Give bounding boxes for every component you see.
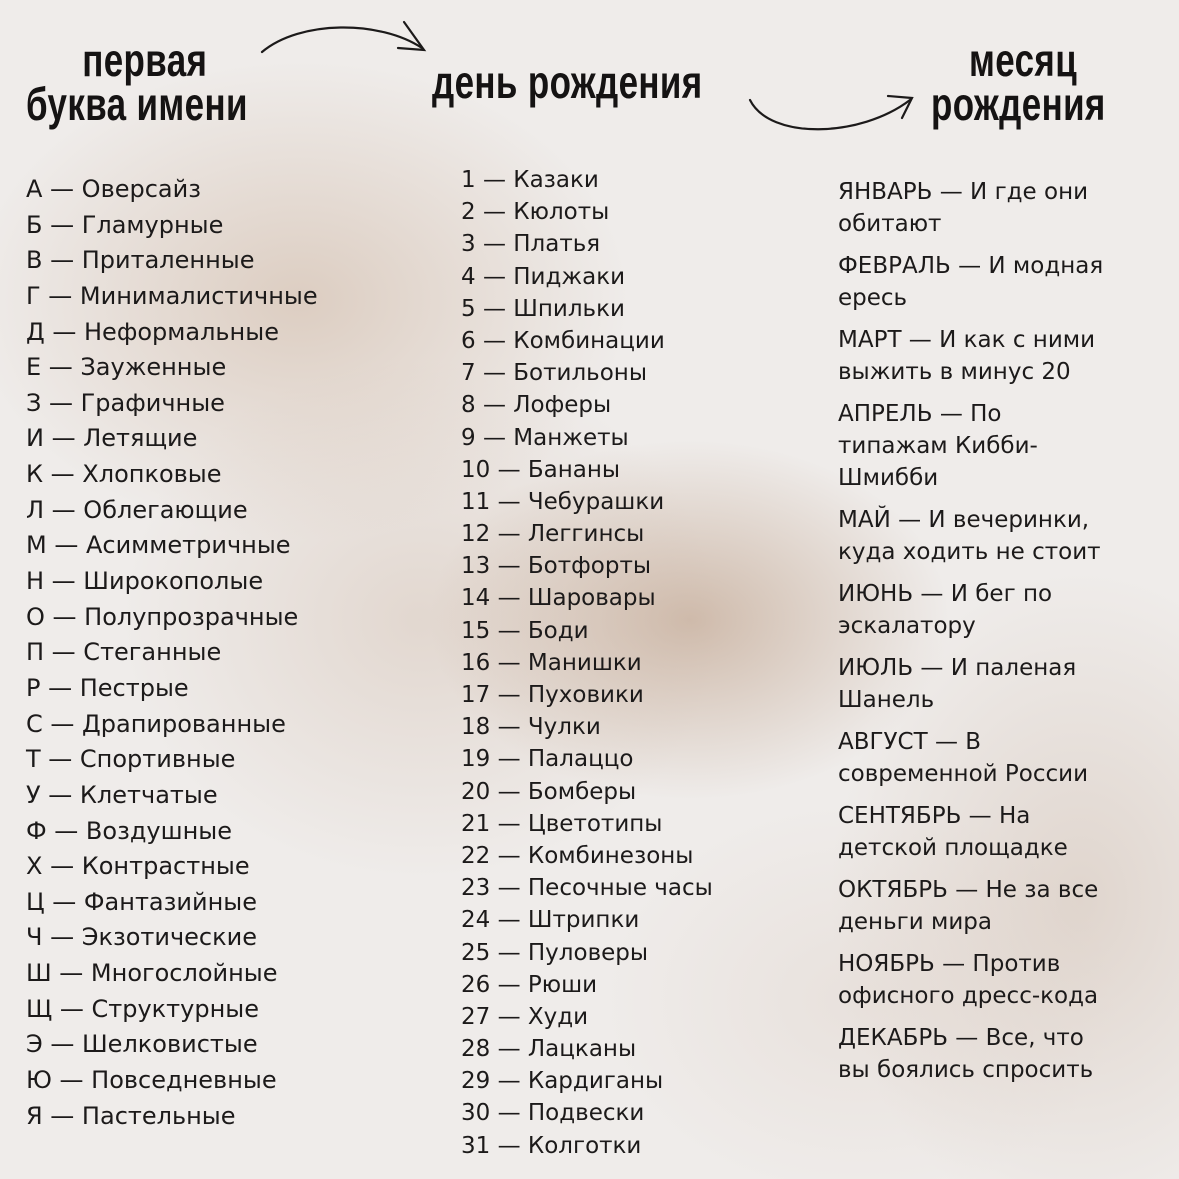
day-item: 13 — Ботфорты	[461, 553, 652, 580]
day-item: 4 — Пиджаки	[461, 263, 626, 290]
month-item	[838, 398, 1168, 494]
month-item	[838, 948, 1168, 1012]
day-item: 27 — Худи	[461, 1003, 589, 1030]
day-item: 21 — Цветотипы	[461, 810, 663, 837]
header-first-letter-line2: буква имени	[26, 78, 248, 130]
month-line: НОЯБРЬ — Против	[838, 951, 1061, 977]
month-item	[838, 800, 1168, 864]
month-line: обитают	[838, 211, 942, 237]
day-item: 6 — Комбинации	[461, 327, 665, 354]
letter-item: Ч — Экзотические	[26, 923, 257, 952]
letter-item: С — Драпированные	[26, 709, 286, 738]
month-line: детской площадке	[838, 835, 1068, 861]
month-item	[838, 250, 1168, 314]
month-item	[838, 1022, 1168, 1086]
month-item	[838, 176, 1168, 240]
letter-item: Ю — Повседневные	[26, 1066, 277, 1095]
letter-item: В — Приталенные	[26, 246, 255, 275]
letter-item: Р — Пестрые	[26, 673, 189, 702]
day-item: 5 — Шпильки	[461, 295, 625, 322]
letter-item: Ш — Многослойные	[26, 959, 278, 988]
letter-item: Е — Зауженные	[26, 353, 227, 382]
day-item: 8 — Лоферы	[461, 392, 612, 419]
day-item: 1 — Казаки	[461, 167, 599, 193]
day-item: 31 — Колготки	[461, 1132, 642, 1159]
header-birth-month-line1: месяц	[969, 34, 1078, 86]
header-birthday-text: день рождения	[432, 56, 703, 108]
month-line: АПРЕЛЬ — По	[838, 401, 1002, 427]
month-line: ФЕВРАЛЬ — И модная	[838, 253, 1104, 279]
day-item: 9 — Манжеты	[461, 424, 629, 451]
day-item: 14 — Шаровары	[461, 585, 656, 612]
month-line: ДЕКАБРЬ — Все, что	[838, 1025, 1084, 1051]
letter-item: Ц — Фантазийные	[26, 887, 257, 916]
month-line: эскалатору	[838, 613, 976, 639]
days-list	[461, 164, 713, 1162]
letter-item: Л — Облегающие	[26, 495, 248, 524]
month-line: типажам Кибби-	[838, 433, 1038, 459]
letter-item: А — Оверсайз	[26, 175, 201, 203]
day-item: 12 — Леггинсы	[461, 521, 645, 548]
letter-item: К — Хлопковые	[26, 460, 222, 489]
letter-item: Э — Шелковистые	[26, 1030, 258, 1059]
month-line: ересь	[838, 285, 908, 311]
letter-item: О — Полупрозрачные	[26, 602, 299, 631]
letter-item: Д — Неформальные	[26, 317, 279, 346]
day-item: 29 — Кардиганы	[461, 1068, 664, 1095]
months-list	[838, 176, 1168, 1096]
month-line: ОКТЯБРЬ — Не за все	[838, 877, 1099, 903]
day-item: 26 — Рюши	[461, 971, 598, 998]
letters-list	[26, 172, 318, 1134]
month-line: куда ходить не стоит	[838, 539, 1101, 565]
day-item: 30 — Подвески	[461, 1100, 645, 1127]
day-item: 22 — Комбинезоны	[461, 842, 694, 869]
day-item: 2 — Кюлоты	[461, 199, 610, 226]
month-line: СЕНТЯБРЬ — На	[838, 803, 1031, 829]
header-first-letter-line1: первая	[82, 34, 208, 86]
header-arrows	[0, 0, 1179, 160]
month-line: офисного дресс-кода	[838, 983, 1099, 1009]
header-birth-month-line2: рождения	[931, 78, 1106, 130]
month-line: деньги мира	[838, 909, 992, 935]
letter-item: Г — Минималистичные	[26, 281, 318, 310]
month-item	[838, 726, 1168, 790]
day-item: 28 — Лацканы	[461, 1036, 637, 1063]
letter-item: Ф — Воздушные	[26, 816, 232, 845]
day-item: 16 — Манишки	[461, 649, 642, 676]
day-item: 17 — Пуховики	[461, 682, 644, 708]
letter-item: М — Асимметричные	[26, 531, 291, 560]
letter-item: П — Стеганные	[26, 638, 222, 667]
day-item: 7 — Ботильоны	[461, 360, 647, 387]
letter-item: З — Графичные	[26, 388, 225, 417]
day-item: 19 — Палаццо	[461, 746, 634, 773]
letter-item: Н — Широкополые	[26, 567, 264, 596]
month-line: АВГУСТ — В	[838, 729, 982, 755]
letter-item: Я — Пастельные	[26, 1101, 236, 1130]
month-item	[838, 578, 1168, 642]
month-line: Шанель	[838, 687, 935, 713]
month-line: выжить в минус 20	[838, 359, 1071, 385]
month-line: ЯНВАРЬ — И где они	[838, 179, 1089, 205]
arrow-curved-icon	[750, 100, 910, 129]
letter-item: Х — Контрастные	[26, 852, 250, 881]
day-item: 15 — Боди	[461, 617, 589, 644]
month-item	[838, 324, 1168, 388]
day-item: 3 — Платья	[461, 231, 601, 258]
letter-item: У — Клетчатые	[26, 780, 218, 809]
day-item: 25 — Пуловеры	[461, 939, 649, 966]
day-item: 11 — Чебурашки	[461, 488, 665, 515]
month-line: МАЙ — И вечеринки,	[838, 507, 1090, 533]
letter-item: И — Летящие	[26, 424, 198, 453]
arrow-head-1-icon	[398, 22, 424, 50]
letter-item: Щ — Структурные	[26, 994, 260, 1023]
month-item	[838, 874, 1168, 938]
month-line: современной России	[838, 761, 1089, 787]
day-item: 10 — Бананы	[461, 456, 621, 483]
month-item	[838, 652, 1168, 716]
day-item: 20 — Бомберы	[461, 778, 637, 805]
month-line: МАРТ — И как с ними	[838, 327, 1096, 353]
day-item: 24 — Штрипки	[461, 907, 640, 934]
month-line: Шмибби	[838, 465, 939, 491]
month-item	[838, 504, 1168, 568]
month-line: вы боялись спросить	[838, 1057, 1094, 1083]
month-line: ИЮНЬ — И бег по	[838, 581, 1053, 607]
month-line: ИЮЛЬ — И паленая	[838, 655, 1077, 681]
letter-item: Б — Гламурные	[26, 210, 224, 239]
letter-item: Т — Спортивные	[26, 745, 236, 774]
day-item: 23 — Песочные часы	[461, 875, 713, 902]
day-item: 18 — Чулки	[461, 714, 601, 741]
